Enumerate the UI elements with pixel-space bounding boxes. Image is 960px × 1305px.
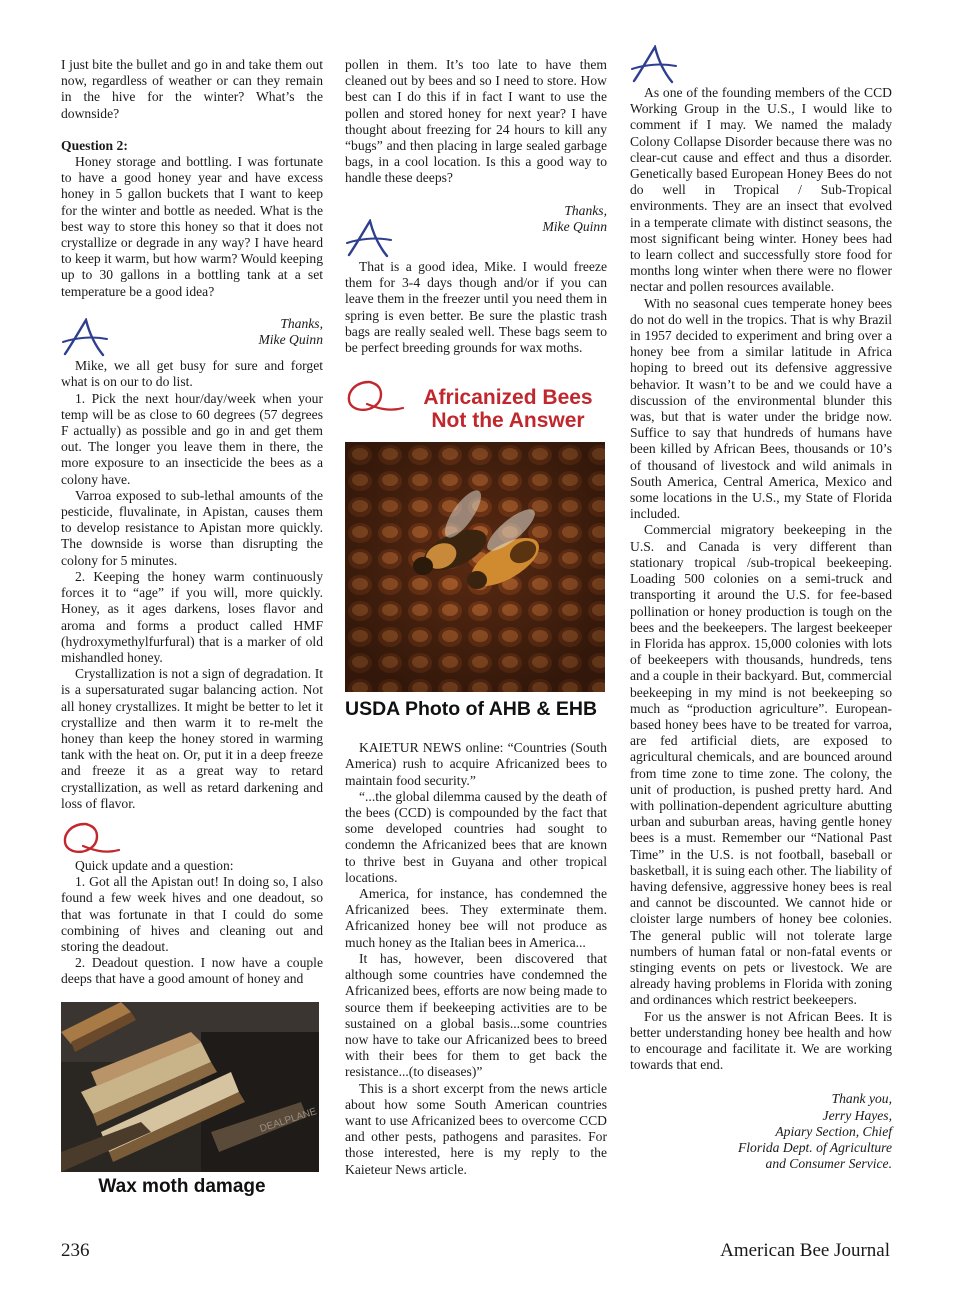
answer-1-point-2: 2. Keeping the honey warm continuously forces it to “age” if you will, more quickly. Honey, as it ages darkens, loses flavor and aroma and forms a product called HMF (hydroxymethylfurfural) that is a marker of old mishandled honey. [61,568,323,665]
signature-line-2: Jerry Hayes, [822,1107,892,1123]
news-intro: KAIETUR NEWS online: “Countries (South America) rush to acquire Africanized bees to maintain food security.” [345,740,607,788]
question-2-heading: Question 2: [61,137,128,153]
signoff-thanks: Thanks, [564,202,607,218]
question-3-intro: Quick update and a question: [75,857,234,873]
answer-3: That is a good idea, Mike. I would freeze them for 3-4 days though and/or if you can leave them in the freezer until you need them in spring is even better. Be sure the plastic trash bags are really sealed well. These bags seem to be perfect breeding grounds for wax moths. [345,259,607,356]
reply-paragraph-4: For us the answer is not African Bees. It is better understanding honey bee health and how to encourage and facilitate it. We are working towards that end. [630,1008,892,1073]
wax-moth-caption: Wax moth damage [98,1175,266,1197]
svg-text:DEALPLANE: DEALPLANE [258,1105,318,1135]
column-2 [345,57,607,1178]
page-number: 236 [61,1240,90,1261]
letter-a-script-icon [345,219,393,259]
bees-photo-caption: USDA Photo of AHB & EHB [345,698,598,721]
signature-line-4: Florida Dept. of Agriculture [737,1140,892,1155]
letter-a-script-icon [61,318,109,358]
news-quote-3: It has, however, been discovered that although some countries have condemned the Africanized bees, efforts are now being made to source them if beekeeping activities are to be sustained on a global basis...some countries now have to take our Africanized bees to breed with their bees for them to get back the resistance...(to diseases)” [345,950,607,1080]
wax-moth-damage-photo [61,1002,319,1172]
answer-1-varroa: Varroa exposed to sub-lethal amounts of the pesticide, fluvalinate, in Apistan, causes them to develop resistance to Apistan more quickly. The downside is worse than disrupting the colony for 5 minutes. [61,487,323,568]
reply-paragraph-1: As one of the founding members of the CCD Working Group in the U.S., I would like to comment if I may. We named the malady Colony Collapse Disorder because there was no clear-cut cause and effect and thus a disorder. Genetically based European Honey Bees do not do well in Tropical / Sub-Tropical environments. They are an insect that evolved in a temperate climate with distinct seasons, the most significant being winter. Honey bees had to learn collect and successfully store food for months long winter when there were no flower nectar and pollen resources available. [630,85,892,295]
question-3-point-2: 2. Deadout question. I now have a couple deeps that have a good amount of honey and [61,955,323,987]
letter-q-script-icon [345,376,407,420]
column-3 [630,57,892,1172]
signature-line-5: and Consumer Service. [765,1156,892,1172]
bees-on-comb-photo [345,442,605,692]
letter-a-script-icon [630,45,680,85]
question-2-text: Honey storage and bottling. I was fortunate to have a good honey year and have excess honey in 5 gallon buckets that I want to keep for the winter and bottle as needed. What is the best way to store this honey so that it does not crystallize or degrade in any way? I have heard to keep it warm, but how warm? Would keeping up to 30 gallons in a bottling tank at a set temperature be a good idea? [61,154,323,299]
answer-1-crystallization: Crystallization is not a sign of degradation. It is a supersaturated sugar balancing action. Not all honey crystallizes. It might be better to let it crystallize and then warm it to re-melt the honey than keep the honey stored in warming tank with the heat on. Or, put it in a deep freeze and freeze it as a great way to retard crystallization, as well as retard darkening and loss of flavor. [61,666,323,811]
column-1 [61,57,323,1198]
question-1-continuation: I just bite the bullet and go in and take them out now, regardless of weather or can they remain in the hive for the winter? What’s the downside? [61,57,323,121]
signature-line-1: Thank you, [831,1091,892,1107]
journal-name: American Bee Journal [720,1240,890,1261]
signoff-name: Mike Quinn [542,218,607,234]
headline-line-2: Not the Answer [431,409,585,433]
news-quote-1: “...the global dilemma caused by the death of the bees (CCD) is compounded by the fact that some developed countries had sought to condemn the Africanized bees that are known to thrive best in Guyana and other tropical locations. [345,788,607,885]
question-3-point-1: 1. Got all the Apistan out! In doing so, I also found a few week hives and one deadout, so that was fortunate in that I could do some combining of hives and cleaning out and storing the deadout. [61,874,323,954]
headline-line-1: Africanized Bees [423,386,593,410]
news-summary: This is a short excerpt from the news article about how some South American countries want to use Africanized bees to overcome CCD and other pests, pathogens and parasites. For those interested, here is my reply to the Kaieteur News article. [345,1080,607,1177]
letter-q-script-icon [61,820,123,858]
signature-line-3: Apiary Section, Chief [775,1123,892,1139]
signoff-thanks: Thanks, [280,315,323,331]
signoff-name: Mike Quinn [258,332,323,348]
answer-1-intro: Mike, we all get busy for sure and forget what is on our to do list. [61,358,323,390]
author-signature [630,1091,892,1172]
section-headline-text [403,386,613,432]
reply-paragraph-3: Commercial migratory beekeeping in the U.S. and Canada is very different than stationary tropical /sub-tropical beekeeping. Loading 500 colonies on a semi-truck and transporting it around the U.S. for fee-based pollination or honey production is tough on the bees and the beekeepers. The largest beekeeper in Florida has approx. 15,000 colonies with lots of beekeepers with thousands, hundreds, tens and a couple in their backyard. But, commercial beekeeping in my mind is not beekeeping so much as “production agriculture”. European-based honey bees have to be treated for varroa, are fed artificial diets, are exposed to agricultural chemicals, and are bounced around from time zone to time zone. The colony, the unit of production, is pushed pretty hard. And with pollination-dependent agriculture abutting urban and suburban areas, having gentle honey bees is a must. Remember our “National Past Time” in the U.S. is not football, baseball or basketball, it is suing each other. The liability of having defensive, aggressive honey bees is real and cannot be discounted. We cannot hide or cloister large numbers of honey bee colonies. The general public will not tolerate large numbers of human fatal or non-fatal events or stinging events on pets or livestock. We are already having problems in Florida with zoning and ordinances which restrict beekeepers. [630,522,892,1008]
news-quote-2: America, for instance, has condemned the Africanized bees. They exterminate them. Africanized honey bee will not produce as much honey as the Italian bees in America... [345,886,607,950]
answer-1-point-1: 1. Pick the next hour/day/week when your temp will be as close to 60 degrees (57 degrees F actually) as possible and go in and get them out. The longer you leave them in there, the more exposure to an insecticide the bees as a colony have. [61,390,323,487]
question-3-continuation: pollen in them. It’s too late to have them cleaned out by bees and so I need to store. How best can I do this if in fact I want to use the pollen and stored honey for next year? I have thought about freezing for 24 hours to kill any “bugs” and then placing in large sealed garbage bags, in a cool location. Is this a good way to handle these deeps? [345,57,607,186]
section-headline [345,376,607,440]
reply-paragraph-2: With no seasonal cues temperate honey bees do not do well in the tropics. That is why Brazil in 1957 decided to experiment and bring over a honey bee from a similar latitude in Africa hoping to breed out its defensive aggressive behavior. It wasn’t to be and we could have a discussion of the environmental blunder this was, but that is water under the bridge now. Suffice to say that hundreds of humans have been killed by African Bees, thousands or 10’s of thousand of livestock and wild animals in South America, Central America, Mexico and some locations in the U.S., my State of Florida included. [630,295,892,522]
